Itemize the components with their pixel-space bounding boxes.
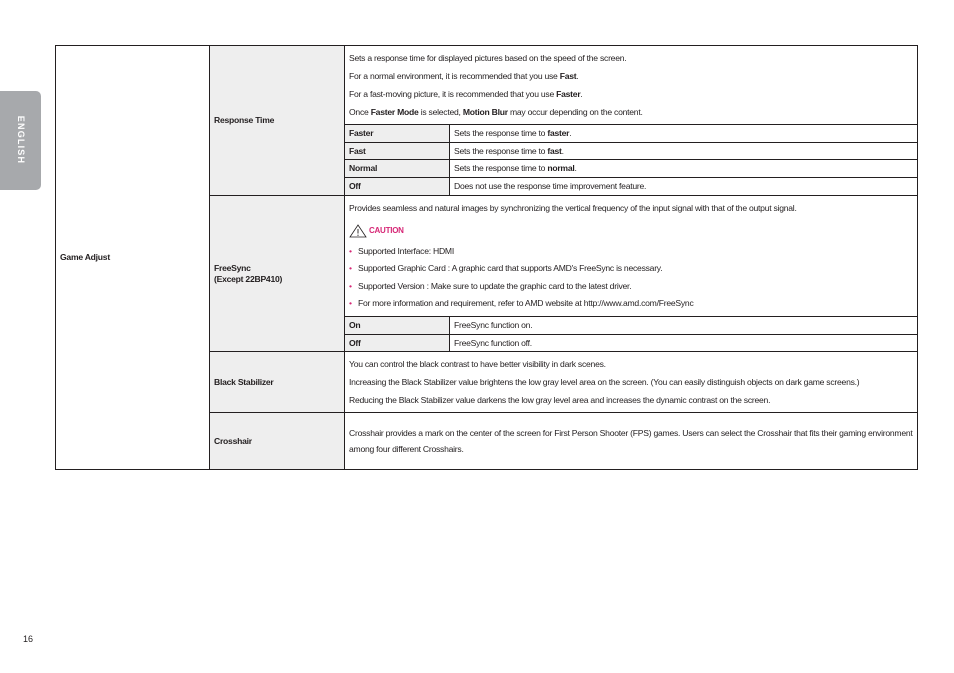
list-item: • Supported Version : Make sure to update the graphic card to the latest driver. [349, 278, 913, 296]
description-line: Sets a response time for displayed pictures based on the speed of the screen. [349, 53, 627, 63]
option-on-description: FreeSync function on. [450, 316, 918, 334]
option-off-description: FreeSync function off. [450, 334, 918, 352]
caution-heading [349, 224, 913, 238]
black-stabilizer-description [345, 352, 918, 413]
freesync-description [345, 195, 918, 316]
option-fast: Fast [345, 142, 450, 160]
option-off-description: Does not use the response time improvement feature. [450, 178, 918, 196]
settings-table [55, 45, 918, 470]
description-line: Reducing the Black Stabilizer value darkens the low gray level area and increases the dynamic contrast on the screen. [349, 395, 771, 406]
crosshair-label: Crosshair [210, 413, 345, 469]
description-line: Once Faster Mode is selected, Motion Blur may occur depending on the content. [349, 107, 643, 117]
description-line: You can control the black contrast to have better visibility in dark scenes. [349, 359, 606, 370]
description-line: For a normal environment, it is recommended that you use Fast. [349, 71, 579, 81]
response-time-label: Response Time [210, 46, 345, 196]
option-fast-description: Sets the response time to fast. [450, 142, 918, 160]
option-on: On [345, 316, 450, 334]
description-line: Provides seamless and natural images by synchronizing the vertical frequency of the input signal with that of the output signal. [349, 202, 797, 213]
list-item: • Supported Graphic Card : A graphic card that supports AMD's FreeSync is necessary. [349, 260, 913, 278]
description-line: Increasing the Black Stabilizer value brightens the low gray level area on the screen. (You can easily distinguish objects on dark game screens.) [349, 377, 860, 388]
caution-list [349, 243, 913, 313]
option-faster-description: Sets the response time to faster. [450, 125, 918, 143]
caution-label: CAUTION [369, 225, 404, 235]
black-stabilizer-label: Black Stabilizer [210, 352, 345, 413]
option-off: Off [345, 334, 450, 352]
response-time-description [345, 46, 918, 125]
list-item: • Supported Interface: HDMI [349, 243, 913, 261]
list-item: • For more information and requirement, refer to AMD website at http://www.amd.com/FreeSync [349, 295, 913, 313]
table-row [56, 46, 918, 125]
warning-triangle-icon [349, 224, 367, 238]
option-off: Off [345, 178, 450, 196]
option-normal: Normal [345, 160, 450, 178]
freesync-label: FreeSync (Except 22BP410) [210, 195, 345, 351]
language-side-tab-label: ENGLISH [16, 115, 26, 165]
option-normal-description: Sets the response time to normal. [450, 160, 918, 178]
page-number: 16 [23, 634, 34, 644]
description-line: For a fast-moving picture, it is recommended that you use Faster. [349, 89, 583, 99]
option-faster: Faster [345, 125, 450, 143]
category-cell: Game Adjust [56, 46, 210, 470]
crosshair-description: Crosshair provides a mark on the center of the screen for First Person Shooter (FPS) games. Users can select the Crosshair that fits their gaming environment among four different Crosshairs. [345, 413, 918, 469]
